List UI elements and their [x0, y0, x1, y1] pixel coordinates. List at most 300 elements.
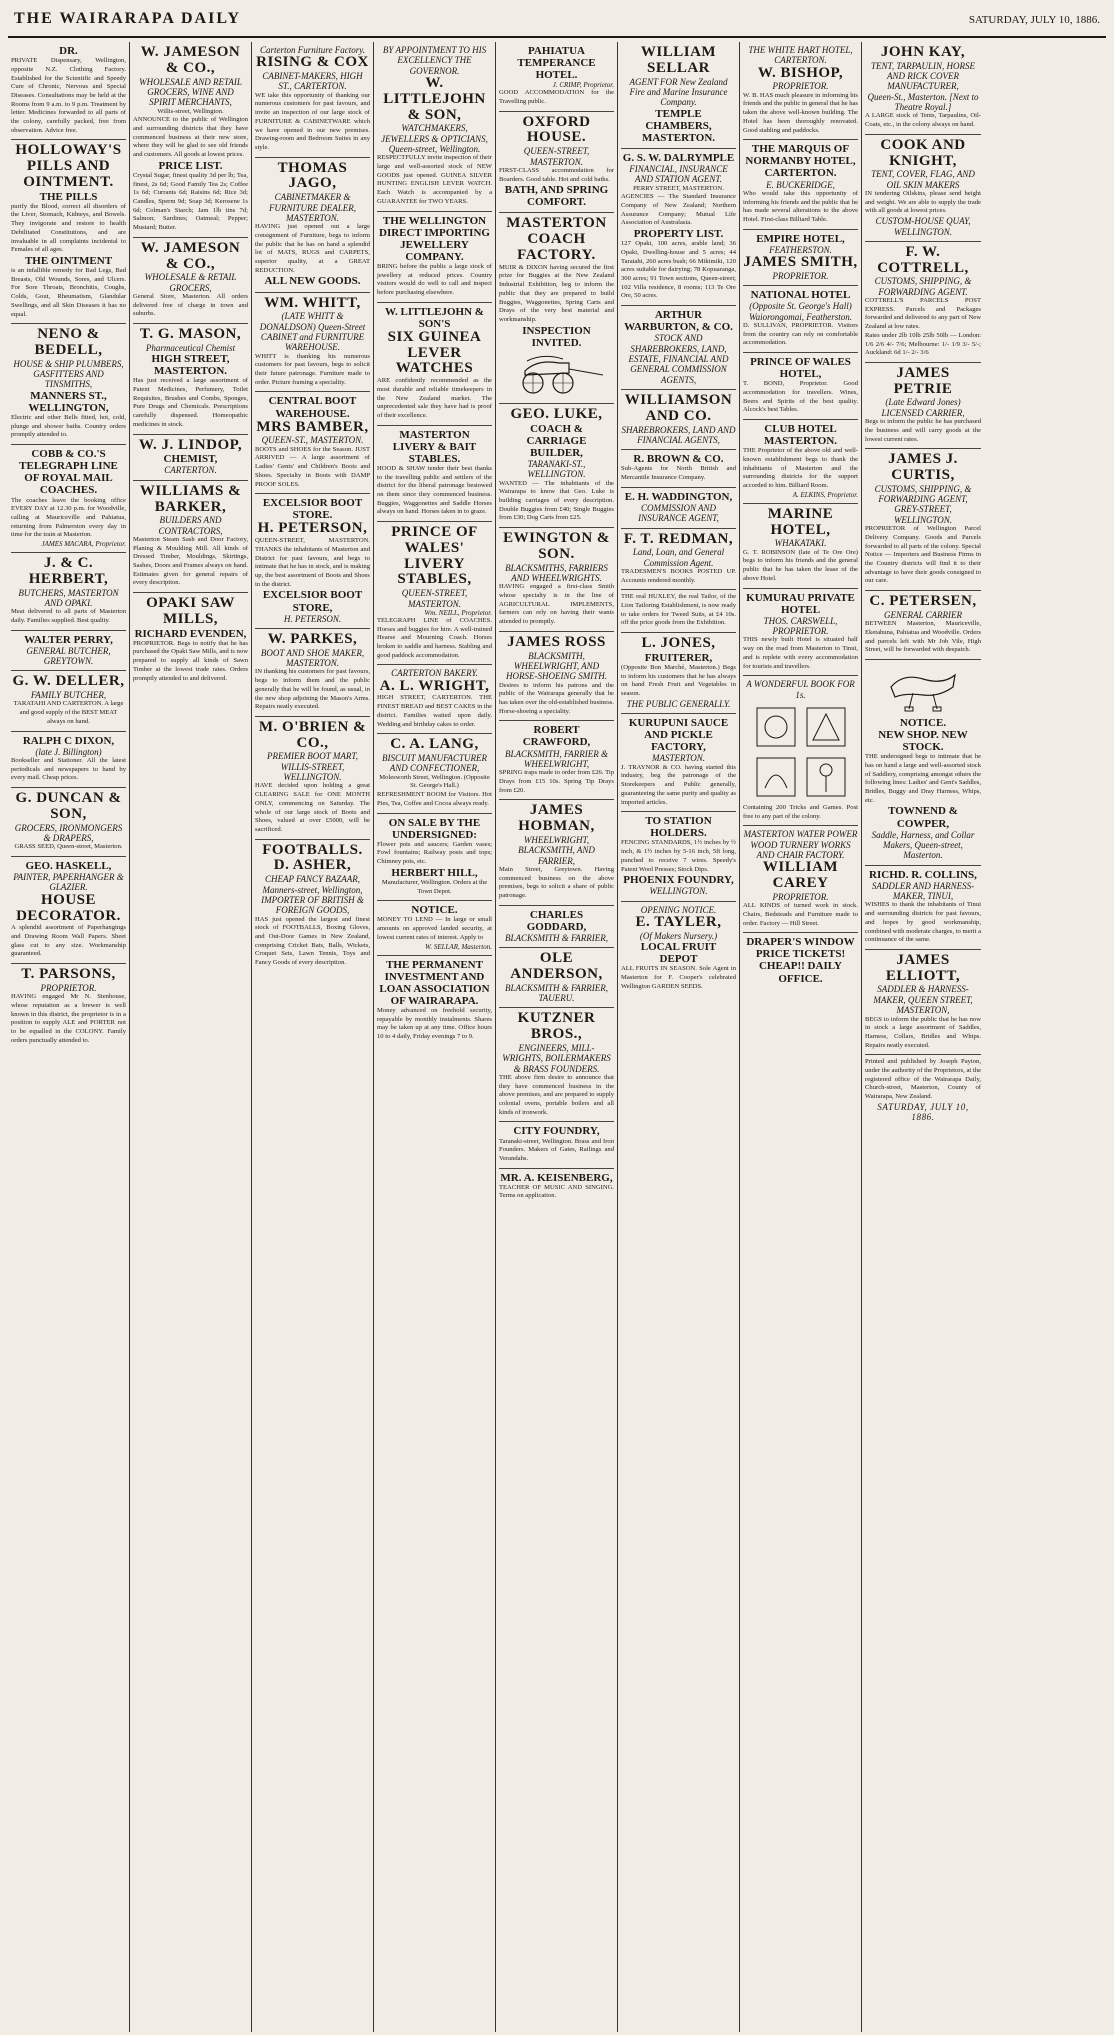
kay-text: A LARGE stock of Tents, Tarpaulins, Oil-Coats, etc., in the colony always on hand. — [865, 112, 981, 129]
luke-heading: GEO. LUKE, — [510, 405, 603, 422]
oxford-advert — [499, 112, 614, 214]
carey-heading: WILLIAM CAREY — [762, 859, 839, 892]
phoenix-heading: PHOENIX FOUNDRY, — [623, 874, 734, 887]
smith-subheading: PROPRIETOR. — [772, 270, 829, 281]
kumurau-text: THIS newly built Hotel is situated half way on the road from Masterton to Tinui, and is replete with every accommodation for tourists and travellers. — [743, 636, 858, 670]
townend-heading: TOWNEND & COWPER, — [888, 805, 958, 830]
cook-text: IN tendering Oilskins, please send height and weight. We are able to supply the trade with all goods at lowest prices. — [865, 190, 981, 215]
new-stock-text: THE undersigned begs to intimate that he has on hand a large and well-assorted stock of Saddlery, comprising amongst others the following lines: Ladies' and Gent's Saddles, Bridles, Buggy and Dray Harness, Whips, etc. — [865, 753, 981, 804]
luke-advert — [499, 404, 614, 528]
waddington-advert — [621, 488, 736, 529]
prince-stables-address: QUEEN-STREET, MASTERTON. — [401, 588, 468, 609]
ewington-text: HAVING engaged a first-class Smith whose specialty is in the line of AGRICULTURAL IMPLEMENTS, farmers can rely on having their wants attended to promptly. — [499, 583, 614, 626]
ljs-text: ARE confidently recommended as the most durable and reliable timekeepers in the New Zealand market. The unprecedented sale they have had is proof of their excellence. — [377, 377, 492, 419]
ointment-heading: THE OINTMENT — [24, 254, 113, 267]
cook-advert — [865, 135, 981, 242]
foundry-text: Taranaki-street, Wellington. Brass and Iron Founders. Makers of Gates, Railings and Verandahs. — [499, 1137, 614, 1162]
temperance-heading: PAHIATUA TEMPERANCE HOTEL. — [517, 45, 596, 82]
column-5 — [496, 42, 618, 2032]
dalrymple-heading: G. S. W. DALRYMPLE — [622, 151, 735, 164]
weller-subheading: FAMILY BUTCHER, — [30, 690, 107, 701]
dalrymple-text: AGENCIES — The Standard Insurance Company of New Zealand; Northern Assurance Company; Mutual Life Association of Australasia. — [621, 193, 736, 227]
cobb-advert — [11, 445, 126, 553]
anderson-advert — [499, 948, 614, 1008]
herbert-advert — [11, 553, 126, 631]
crawford-subheading: BLACKSMITH, FARRIER & WHEELWRIGHT, — [504, 748, 609, 769]
prince-stables-heading: PRINCE OF WALES' LIVERY STABLES, — [391, 524, 478, 588]
bishop-heading: W. BISHOP, — [757, 64, 844, 81]
empire-advert — [743, 230, 858, 287]
buggy-illustration-icon — [507, 353, 607, 395]
luke-subheading: COACH & CARRIAGE BUILDER, — [526, 422, 587, 459]
pow-hotel-advert — [743, 353, 858, 420]
lindop-subheading: CHEMIST, — [163, 453, 218, 466]
jameson2-heading: W. JAMESON & CO., — [140, 239, 241, 272]
normanby-advert — [743, 140, 858, 229]
haskell-text: A splendid assortment of Paperhangings and Drawing Room Wall Papers. Sheet glass cut to any size. Workmanship guaranteed. — [11, 924, 126, 958]
cook-heading: COOK AND KNIGHT, — [880, 136, 966, 169]
carey-subheading: PROPRIETOR. — [772, 891, 829, 902]
excelsior-heading: EXCELSIOR BOOT STORE. — [262, 497, 363, 522]
price-list-heading: PRICE LIST. — [158, 159, 223, 172]
kurupuni-text: J. TRAYNOR & CO. having started this industry, beg the patronage of the Storekeepers and Public generally, guaranteeing the same purity and quality as imported articles. — [621, 763, 736, 806]
parsons-heading: T. PARSONS, — [21, 966, 116, 983]
crawford-advert — [499, 721, 614, 800]
collins-subheading: SADDLER AND HARNESS-MAKER, TINUI, — [871, 880, 975, 902]
littlejohn-advert — [377, 42, 492, 212]
jago-banner: ALL NEW GOODS. — [264, 275, 361, 288]
opaki-subheading: RICHARD EVENDEN, — [134, 627, 247, 640]
property-list: 127 Opaki, 100 acres, arable land; 36 Opaki, Dwelling-house and 5 acres; 44 Taratahi, 260 acres bush; 66 Mikimiki, 120 acres suitable for dairying; 78 Kopuaranga, 300 acres; 91 Town sections, Queen-street; 102 Villa residence, 8 rooms; 113 Te Ore Ore, 50 acres. — [621, 240, 736, 300]
kay-subheading: TENT, TARPAULIN, HORSE AND RICK COVER MANUFACTURER, — [870, 60, 975, 92]
anderson-subheading: BLACKSMITH & FARRIER, TAUERU. — [504, 982, 609, 1004]
neno-heading: NENO & BEDELL, — [34, 326, 103, 359]
building-society-advert — [377, 956, 492, 1046]
townend-subheading: Saddle, Harness, and Collar Makers, Queen-street, Masterton. — [871, 829, 975, 861]
littlejohn-text: RESPECTFULLY invite inspection of their large and well-assorted stock of NEW GOODS just opened. GUINEA SILVER HUNTING ENGLISH LEVER WATCH. Each Watch is accompanied by a GUARANTEE for TWO YEARS. — [377, 154, 492, 205]
drapers-advert — [743, 933, 858, 988]
petersen-subheading: GENERAL CARRIER — [883, 609, 963, 620]
cobb-text: The coaches leave the booking office EVERY DAY at 12.30 p.m. for Woodville, calling at Mauriceville and Pahiatua, returning from Palmerston every day in time for the train at Masterton. — [11, 496, 126, 539]
asher-advert — [255, 840, 370, 972]
issue-date: SATURDAY, JULY 10, 1886. — [968, 14, 1100, 26]
oxford-heading: OXFORD HOUSE. — [522, 113, 591, 146]
hill-heading: HERBERT HILL, — [391, 866, 478, 879]
club-hotel-heading: CLUB HOTEL MASTERTON. — [763, 423, 838, 448]
opaki-heading: OPAKI SAW MILLS, — [146, 595, 235, 627]
marine-advert — [743, 504, 858, 589]
eisenberg-text: TEACHER OF MUSIC AND SINGING. Terms on application. — [499, 1183, 614, 1200]
wjc-heading: THE WELLINGTON DIRECT IMPORTING JEWELLERY COMPANY. — [379, 214, 490, 263]
herbert-heading: J. & C. HERBERT, — [28, 555, 109, 587]
curtis-subheading: CUSTOMS, SHIPPING, & FORWARDING AGENT, — [874, 483, 972, 505]
cottrell-text: COTTRELL'S PARCELS POST EXPRESS. Parcels and Packages forwarded and delivered to any part of New Zealand at low rates. — [865, 297, 981, 331]
station-text: FENCING STANDARDS, 1½ inches by ½ inch, & 1½ inches by 5-16 inch, 5ft long, punched to receive 7 wires. Speedy's Patent Wool Presses; Stock Dips. — [621, 839, 736, 873]
williamson-advert — [621, 390, 736, 450]
buckeridge-name: E. BUCKERIDGE, — [766, 179, 835, 190]
peterson-heading: H. PETERSON, — [257, 520, 368, 537]
columns — [8, 42, 1106, 2032]
column-4 — [374, 42, 496, 2032]
furniture-factory-label: Carterton Furniture Factory. — [260, 45, 365, 55]
dixon-advert — [11, 732, 126, 789]
empire-heading: EMPIRE HOTEL, — [756, 232, 845, 245]
crawford-text: SPRING traps made to order from £26. Tip Drays from £15 10s. Spring Tip Drays from £20. — [499, 769, 614, 794]
kumurau-heading: KUMURAU PRIVATE HOTEL — [746, 591, 855, 616]
marine-text: G. T. ROBINSON (late of Te Ore Ore) begs to inform his friends and the general public that he has taken the lease of the above Hotel. — [743, 548, 858, 582]
petrie-heading: JAMES PETRIE — [893, 364, 953, 397]
tayler-subheading: (Of Makers Nursery.) — [639, 930, 718, 941]
littlejohn-subheading: WATCHMAKERS, JEWELLERS & OPTICIANS, Queen-street, Wellington. — [381, 123, 488, 154]
warburton-advert — [621, 306, 736, 390]
hill-text: Manufacturer, Wellington. Orders at the Town Depot. — [381, 878, 488, 895]
redman-heading: F. T. REDMAN, — [623, 530, 734, 547]
dixon-heading: RALPH C DIXON, — [22, 734, 115, 747]
book-heading: A WONDERFUL BOOK FOR 1s. — [746, 679, 855, 700]
obrien-advert — [255, 717, 370, 840]
holloway-heading: HOLLOWAY'S PILLS AND OINTMENT. — [15, 142, 122, 190]
marine-subheading: WHAKATAKI. — [774, 538, 827, 549]
book-text: Containing 200 Tricks and Games. Post free to any part of the colony. — [743, 803, 858, 820]
duncan-heading: G. DUNCAN & SON, — [15, 790, 122, 822]
whitt-subheading: (LATE WHITT & DONALDSON) Queen-Street CABINET and FURNITURE WAREHOUSE. — [259, 311, 366, 353]
peterson-advert — [255, 494, 370, 629]
jones-subheading: FRUITERER, — [644, 651, 713, 664]
duncan-address: GRASS SEED, Queen-street, Masterton. — [14, 843, 123, 851]
ross-heading: JAMES ROSS — [507, 633, 606, 650]
anderson-heading: OLE ANDERSON, — [510, 950, 603, 982]
temperance-text: GOOD ACCOMMODATION for the Travelling public. — [499, 89, 614, 105]
williams-subheading: BUILDERS AND CONTRACTORS, — [158, 515, 223, 536]
ewington-advert — [499, 528, 614, 632]
jameson2-advert — [133, 238, 248, 324]
excelsior-heading-2: EXCELSIOR BOOT STORE, — [262, 589, 363, 614]
weller-heading: G. W. DELLER, — [12, 673, 125, 690]
hill-advert — [377, 814, 492, 902]
wright-text: HIGH STREET, CARTERTON. THE FINEST BREAD and BEST CAKES in the district. Families waited upon daily. Wedding and birthday cakes to order. — [377, 694, 492, 728]
fruit-depot-text: ALL FRUITS IN SEASON. Sole Agent in Masterton for F. Cooper's celebrated Wellington GARDEN SEEDS. — [621, 965, 736, 990]
water-power-heading: MASTERTON WATER POWER WOOD TURNERY WORKS AND CHAIR FACTORY. — [743, 829, 858, 860]
perry-advert — [11, 631, 126, 672]
luke-text: WANTED — The inhabitants of the Wairarapa to know that Geo. Luke is building carriages of every description. Double Buggies from £40; Single Buggies from £30; Dog Carts from £25. — [499, 479, 614, 522]
goddard-subheading: BLACKSMITH & FARRIER, — [504, 932, 609, 943]
jameson2-text: General Store, Masterton. All orders delivered free of charge in town and suburbs. — [133, 292, 248, 318]
sale-heading: ON SALE BY THE UNDERSIGNED: — [388, 816, 481, 841]
customs-address: CUSTOM-HOUSE QUAY, WELLINGTON. — [875, 216, 971, 237]
mason-address: HIGH STREET, MASTERTON. — [151, 353, 230, 378]
smith-heading: JAMES SMITH, — [743, 254, 858, 271]
fruit-depot-heading: LOCAL FRUIT DEPOT — [640, 941, 717, 966]
haskell-banner: HOUSE DECORATOR. — [16, 891, 121, 924]
column-3 — [252, 42, 374, 2032]
kurupuni-heading: KURUPUNI SAUCE AND PICKLE FACTORY, — [628, 717, 729, 754]
building-heading: THE PERMANENT INVESTMENT AND LOAN ASSOCIATION OF WAIRARAPA. — [379, 958, 490, 1007]
haskell-heading: GEO. HASKELL, — [25, 860, 112, 873]
parkes-subheading: BOOT AND SHOE MAKER, MASTERTON. — [260, 647, 365, 669]
masthead — [8, 6, 1106, 38]
jones-banner: THE PUBLIC GENERALLY. — [626, 698, 731, 709]
pow-hotel-text: T. BOND, Proprietor. Good accommodation for travellers. Wines, Beers and Spirits of the best quality. Alcock's best Tables. — [743, 380, 858, 414]
asher-heading: D. ASHER, — [273, 857, 352, 874]
parsons-advert — [11, 964, 126, 1049]
dalrymple-advert — [621, 149, 736, 306]
opaki-text: PROPRIETOR. Begs to notify that he has purchased the Opaki Saw Mills, and is now prepared to supply all kinds of Sawn Timber at the lowest trade rates. Orders promptly attended to and delivered. — [133, 639, 248, 682]
waddington-subheading: COMMISSION AND INSURANCE AGENT, — [638, 502, 719, 524]
dixon-subheading: (late J. Billington) — [35, 746, 102, 757]
curtis-text: PROPRIETOR of Wellington Parcel Delivery Company. Goods and Parcels forwarded to all parts of the colony. Special Notice — Importers and Business Firms in the Country districts will find it to their advantage to have their goods consigned to our care. — [865, 525, 981, 585]
collins-heading: RICHD. R. COLLINS, — [869, 868, 977, 881]
jameson-subheading: WHOLESALE AND RETAIL GROCERS, WINE AND SPIRIT MERCHANTS, — [139, 76, 242, 108]
ewington-heading: EWINGTON & SON. — [503, 530, 610, 562]
carey-advert — [743, 826, 858, 933]
whitt-advert — [255, 293, 370, 393]
livery-text: HOOD & SHAW tender their best thanks to the travelling public and settlers of the district for the liberal patronage bestowed on them since they commenced business. Buggies, Waggonettes and Saddle Horses always on hand. Horses taken in to graze. — [377, 464, 492, 516]
club-hotel-advert — [743, 420, 858, 504]
kay-heading: JOHN KAY, — [880, 44, 966, 60]
livery-heading: MASTERTON LIVERY & BAIT STABLES. — [392, 428, 477, 465]
whitt-text: WHITT is thanking his numerous customers for past favours, begs to solicit their future patronage. Furniture made to order. Picture framing a speciality. — [255, 352, 370, 386]
lang-subheading: BISCUIT MANUFACTURER AND CONFECTIONER, — [382, 753, 487, 774]
littlejohn-heading: W. LITTLEJOHN & SON, — [383, 75, 486, 123]
footballs-heading: FOOTBALLS. — [262, 841, 363, 858]
prince-stables-advert — [377, 522, 492, 665]
hobman-advert — [499, 800, 614, 905]
coach-factory-text: MUIR & DIXON having secured the first prize for Buggies at the New Zealand Industrial Exhibition, beg to inform the public that they are prepared to build Buggies, Waggonettes, Spring Carts and Drays of the very best material and workmanship. — [499, 263, 614, 323]
redman-text: TRADESMEN'S BOOKS POSTED UP. Accounts rendered monthly. — [621, 567, 736, 584]
imprint-date: SATURDAY, JULY 10, 1886. — [877, 1101, 969, 1123]
column-2 — [130, 42, 252, 2032]
neno-advert — [11, 324, 126, 445]
dalrymple-address: PERRY STREET, MASTERTON. — [633, 184, 724, 192]
refreshment-text: REFRESHMENT ROOM for Visitors. Hot Pies, Tea, Coffee and Cocoa always ready. — [377, 791, 492, 807]
goddard-advert — [499, 906, 614, 949]
kumurau-subheading: THOS. CARSWELL, PROPRIETOR. — [763, 615, 838, 637]
jones-heading: L. JONES, — [641, 635, 716, 652]
bamber-address: QUEEN-ST., MASTERTON. — [261, 435, 364, 446]
normanby-text: Who would take this opportunity of informing his friends and the public that he has made several alterations to the above Hotel. First-class Billiard Table. — [743, 189, 858, 224]
warburton-subheading: STOCK AND SHAREBROKERS, LAND, ESTATE, FINANCIAL AND GENERAL COMMISSION AGENTS, — [628, 333, 729, 385]
lindop-heading: W. J. LINDOP, — [138, 436, 243, 453]
parkes-text: IN thanking his customers for past favours, begs to inform them and the public generally that he will be found, as usual, in the new shop adjoining the Mason's Arms. Repairs neatly executed. — [255, 668, 370, 711]
normanby-heading: THE MARQUIS OF NORMANBY HOTEL, CARTERTON. — [745, 143, 856, 180]
eisenberg-advert — [499, 1169, 614, 1206]
petrie-text: Begs to inform the public he has purchased the business and will carry goods at the lowest current rates. — [865, 418, 981, 443]
ointment-text: is an infallible remedy for Bad Legs, Bad Breasts, Old Wounds, Sores, and Ulcers. For Sore Throats, Bronchitis, Coughs, Colds, Gout, Rheumatism, Glandular Swellings, and all Skin Diseases it has no equal. — [11, 267, 126, 318]
mason-heading: T. G. MASON, — [139, 326, 242, 343]
waddington-heading: E. H. WADDINGTON, — [624, 490, 733, 503]
national-text: D. SULLIVAN, PROPRIETOR. Visitors from the country can rely on comfortable accommodation. — [743, 322, 858, 347]
luke-address: TARANAKI-ST., WELLINGTON. — [527, 458, 586, 480]
kay-advert — [865, 42, 981, 135]
bamber-text: BOOTS and SHOES for the Season. JUST ARRIVED — A large assortment of Ladies' Gents' and Children's Boots and Shoes. Specialty in Boots with DAMP PROOF SOLES. — [255, 445, 370, 488]
imprint — [865, 1055, 981, 1126]
central-boot-heading: CENTRAL BOOT WAREHOUSE. — [268, 395, 357, 420]
lang-text: Molesworth Street, Wellington. (Opposite St. George's Hall.) — [379, 773, 490, 790]
neno-address: MANNERS ST., WELLINGTON, — [28, 389, 109, 414]
book-advert — [743, 676, 858, 826]
goddard-heading: CHARLES GODDARD, — [526, 908, 587, 933]
rising-text: WE take this opportunity of thanking our numerous customers for past favours, and invite an inspection of our large stock of FURNITURE & CABINETWARE which we have opened in our new premises. Drawing-room and Bedroom Suites in any style. — [255, 91, 370, 151]
foundry-advert — [499, 1122, 614, 1168]
holloway-advert — [11, 140, 126, 324]
coach-factory-heading: MASTERTON COACH FACTORY. — [506, 215, 607, 263]
parkes-heading: W. PARKES, — [267, 630, 358, 647]
jago-text: HAVING just opened out a large consignment of Furniture, begs to inform the public that he has on hand a splendid lot of MATS, RUGS and CARPETS, superior quality, at a GREAT REDUCTION. — [255, 223, 370, 274]
ljs-heading: W. LITTLEJOHN & SON'S — [385, 305, 484, 330]
money-notice — [377, 901, 492, 955]
saddle-illustration-icon — [883, 667, 963, 713]
williams-heading: WILLIAMS & BARKER, — [139, 482, 242, 515]
temperance-advert — [499, 42, 614, 112]
drapers-text: DRAPER'S WINDOW PRICE TICKETS! CHEAP!! DAILY OFFICE. — [746, 936, 855, 985]
herbert-text: Meat delivered to all parts of Masterton daily. Families supplied. Best quality. — [11, 608, 126, 624]
ljs-subheading: SIX GUINEA LEVER WATCHES — [387, 328, 482, 377]
neno-subheading: HOUSE & SHIP PLUMBERS, GASFITTERS AND TINSMITHS, — [13, 358, 124, 390]
elliott-text: BEGS to inform the public that he has now in stock a large assortment of Saddles, Harness, Collars, Bridles and Whips. Repairs neatly executed. — [865, 1015, 981, 1049]
perry-subheading: GENERAL BUTCHER, GREYTOWN. — [26, 645, 111, 667]
obrien-text: HAVE decided upon holding a great CLEARING SALE for ONE MONTH ONLY, commencing on Saturday. The whole of our large stock of Boots and Shoes, valued at over £5000, will be sacrificed. — [255, 782, 370, 833]
parkes-advert — [255, 629, 370, 717]
rising-heading: RISING & COX — [256, 54, 369, 71]
sellar-heading: WILLIAM SELLAR — [640, 44, 717, 76]
jameson-text: ANNOUNCE to the public of Wellington and surrounding districts that they have commenced business at their new store, where they will be glad to see old friends and customers. All goods at lowest prices. — [133, 116, 248, 159]
brown-heading: R. BROWN & CO. — [633, 453, 724, 466]
kurupuni-subheading: MASTERTON. — [651, 753, 706, 764]
jameson2-subheading: WHOLESALE & RETAIL GROCERS, — [144, 272, 237, 293]
cottrell-heading: F. W. COTTRELL, — [877, 243, 969, 276]
oxford-text: FIRST-CLASS accommodation for Boarders. Good table. Hot and cold baths. — [499, 166, 614, 183]
warburton-heading: ARTHUR WARBURTON, & CO. — [624, 309, 733, 334]
dr-heading: DR. — [59, 45, 78, 57]
cottrell-rates: Rates under 2lb 10lb 25lb 50lb — London: 1/6 2/6 4/- 7/6; Melbourne: 1/- 1/9 3/- 5/-; Auckland: 6d 1/- 2/- 3/6 — [865, 331, 981, 357]
lindop-advert — [133, 435, 248, 481]
curtis-heading: JAMES J. CURTIS, — [888, 451, 958, 484]
redman-subheading: Land, Loan, and General Commission Agent. — [632, 547, 725, 568]
crawford-heading: ROBERT CRAWFORD, — [522, 724, 591, 749]
jones-advert — [621, 633, 736, 714]
asher-subheading: CHEAP FANCY BAZAAR, Manners-street, Wellington, IMPORTER OF BRITISH & FOREIGN GOODS, — [261, 874, 364, 916]
temperance-signature: J. CRIMP, Proprietor. — [552, 81, 614, 90]
asher-text: HAS just opened the largest and finest stock of FOOTBALLS, Boxing Gloves, and Out-Door Games in New Zealand, comprising Cricket Bats, Balls, Wickets, Croquet Sets, Lawn Tennis, Toys and Fancy Goods of every description. — [255, 915, 370, 967]
kutzner-advert — [499, 1008, 614, 1122]
mason-advert — [133, 324, 248, 435]
collins-text: WISHES to thank the inhabitants of Tinui and surrounding districts for past favours, and hopes by good workmanship, combined with moderate charges, to merit a continuance of the same. — [865, 901, 981, 944]
prince-stables-signature: Wm. NEILL, Proprietor. — [424, 608, 492, 617]
cobb-heading: COBB & CO.'S TELEGRAPH LINE OF ROYAL MAIL COACHES. — [19, 448, 118, 497]
rising-subheading: CABINET-MAKERS, HIGH ST., CARTERTON. — [262, 71, 363, 92]
column-7 — [740, 42, 862, 2032]
brown-advert — [621, 450, 736, 488]
haskell-advert — [11, 857, 126, 964]
dalrymple-subheading: FINANCIAL, INSURANCE AND STATION AGENT. — [629, 163, 728, 185]
hobman-heading: JAMES HOBMAN, — [518, 802, 595, 835]
ross-subheading: BLACKSMITH, WHEELWRIGHT, AND HORSE-SHOEING SMITH. — [506, 650, 607, 682]
imprint-text: Printed and published by Joseph Payton, under the authority of the Proprietors, at the registered office of the Wairarapa Daily, Church-street, Masterton, County of Wairarapa, New Zealand. — [865, 1058, 981, 1101]
newspaper-title: THE WAIRARAPA DAILY — [14, 10, 242, 27]
curtis-address: GREY-STREET, WELLINGTON. — [893, 504, 953, 525]
appointment-label: BY APPOINTMENT TO HIS EXCELLENCY THE GOVERNOR. — [382, 45, 487, 76]
building-text: Money advanced on freehold security, repayable by monthly instalments. Shares may be taken up at any time. Office hours 10 to 4 daily, Friday evenings 7 to 9. — [377, 1006, 492, 1041]
cook-subheading: TENT, COVER, FLAG, AND OIL SKIN MAKERS — [871, 169, 975, 190]
ross-text: Desires to inform his patrons and the public of the Wairarapa generally that he has taken over the old-established business. Horse-shoeing a speciality. — [499, 681, 614, 715]
book-illustration-icon — [753, 704, 849, 800]
jago-subheading: CABINETMAKER & FURNITURE DEALER, — [269, 192, 356, 213]
elliott-advert — [865, 950, 981, 1055]
kumurau-advert — [743, 589, 858, 677]
williamson-heading: WILLIAMSON AND CO. — [624, 392, 733, 424]
jago-address: MASTERTON. — [285, 212, 340, 223]
haskell-subheading: PAINTER, PAPERHANGER & GLAZIER. — [13, 872, 124, 893]
national-heading: NATIONAL HOTEL — [750, 289, 851, 302]
bishop-advert — [743, 42, 858, 140]
duncan-subheading: GROCERS, IRONMONGERS & DRAPERS, — [14, 822, 123, 843]
column-8 — [862, 42, 984, 2032]
duncan-advert — [11, 788, 126, 857]
weller-text: TARATAHI AND CARTERTON. A large and good supply of the BEST MEAT always on hand. — [13, 700, 124, 725]
williamson-subheading: SHAREBROKERS, LAND AND FINANCIAL AGENTS, — [621, 424, 736, 445]
foundry-heading: CITY FOUNDRY, — [513, 1125, 600, 1138]
huxley-advert — [621, 590, 736, 633]
national-subheading: (Opposite St. George's Hall) Waiorongomai, Featherston. — [748, 301, 853, 322]
jago-heading: THOMAS JAGO, — [277, 159, 348, 192]
wjc-advert — [377, 212, 492, 303]
holloway-subheading: THE PILLS — [39, 190, 98, 203]
obrien-subheading: PREMIER BOOT MART, WILLIS-STREET, WELLINGTON. — [267, 751, 358, 783]
carterton-bakery-label: CARTERTON BAKERY. — [391, 668, 478, 679]
sellar-advert — [621, 42, 736, 149]
pow-hotel-heading: PRINCE OF WALES HOTEL, — [750, 356, 851, 381]
elkins-signature: A. ELKINS, Proprietor. — [792, 490, 858, 499]
saddle-notice-heading: NOTICE. — [899, 716, 947, 729]
lang-advert — [377, 734, 492, 813]
tayler-heading: E. TAYLER, — [635, 914, 722, 931]
kutzner-text: THE above firm desire to announce that they have commenced business in the above premises, and are prepared to supply colonial ovens, portable boilers and all kinds of ironwork. — [499, 1073, 614, 1116]
opening-notice-heading: OPENING NOTICE. — [640, 904, 717, 915]
kutzner-subheading: ENGINEERS, MILL-WRIGHTS, BOILERMAKERS & BRASS FOUNDERS. — [502, 1042, 611, 1074]
jameson-advert — [133, 42, 248, 238]
wright-advert — [377, 665, 492, 734]
mason-subheading: Pharmaceutical Chemist — [145, 342, 236, 353]
peterson-text: QUEEN-STREET, MASTERTON. THANKS the inhabitants of Masterton and District for past favours, and begs to intimate that he has in stock, and is making up, the best assortment of Boots and Shoes in the district. — [255, 537, 370, 588]
property-list-heading: PROPERTY LIST. — [633, 228, 724, 241]
wjc-text: BRING before the public a large stock of jewellery at reduced prices. Country visitors would do well to call and inspect before purchasing elsewhere. — [377, 262, 492, 297]
herbert-subheading: BUTCHERS, MASTERTON AND OPAKI. — [18, 587, 119, 608]
redman-advert — [621, 529, 736, 591]
obrien-heading: M. O'BRIEN & CO., — [258, 718, 367, 751]
bamber-heading: MRS BAMBER, — [256, 418, 369, 435]
kay-address: Queen-St., Masterton. [Next to Theatre Royal.] — [867, 91, 979, 113]
station-holders-advert — [621, 812, 736, 901]
perry-heading: WALTER PERRY, — [24, 633, 113, 646]
wright-heading: A. L. WRIGHT, — [379, 677, 490, 694]
ross-advert — [499, 632, 614, 722]
bishop-text: W. B. HAS much pleasure in informing his friends and the public in general that he has taken the above well-known building. The Hotel has been thoroughly renovated. Good stabling and paddocks. — [743, 91, 858, 134]
bishop-subheading: PROPRIETOR. — [772, 81, 829, 92]
petersen-advert — [865, 591, 981, 660]
dixon-text: Bookseller and Stationer. All the latest periodicals and newspapers to hand by every mail. Cheap prices. — [11, 757, 126, 782]
whitt-heading: WM. WHITT, — [264, 294, 361, 311]
sale-text: Flower pots and saucers; Garden vases; Fowl fountains; Railway posts and tops; Chimney pots, etc. — [377, 840, 492, 866]
club-hotel-text: THE Proprietor of the above old and well-known establishment begs to thank the inhabitants of Masterton and the surrounding districts for the support accorded to him. Billiard Room. — [743, 447, 858, 490]
brown-text: Sub-Agents for North British and Mercantile Insurance Company. — [621, 465, 736, 482]
parsons-text: HAVING engaged Mr N. Stenhouse, whose reputation as a brewer is well known in this district, the proprietor is in a position to supply ALE and PORTER not to be equalled in the COLONY. Family orders punctually attended to. — [11, 993, 126, 1044]
lang-heading: C. A. LANG, — [390, 736, 479, 753]
empire-subheading: FEATHERSTON. — [769, 244, 832, 255]
ljs-advert — [377, 303, 492, 426]
tayler-advert — [621, 902, 736, 996]
opaki-advert — [133, 593, 248, 687]
hobman-subheading: WHEELWRIGHT, BLACKSMITH, AND FARRIER, — [518, 834, 595, 866]
